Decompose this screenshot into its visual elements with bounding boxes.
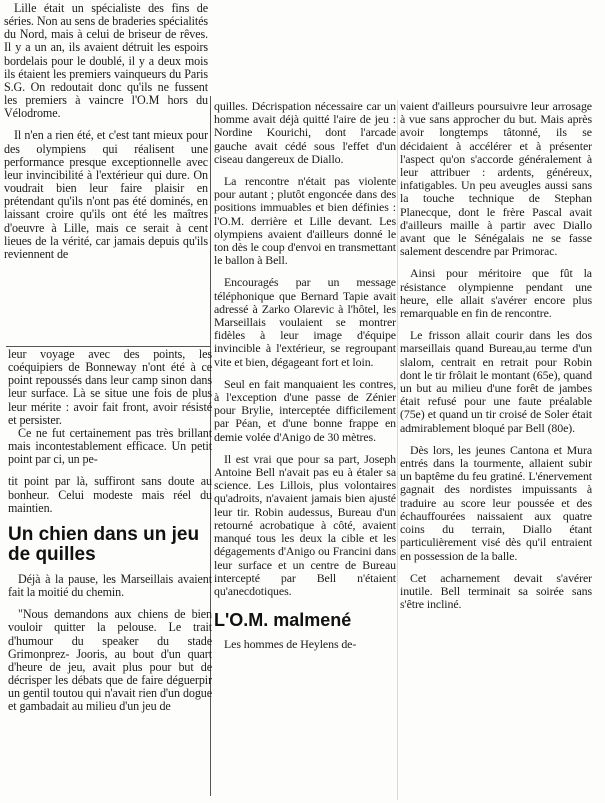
paragraph: tit point par là, suffiront sans doute au bonheur. Celui modeste mais réel du maintien. [8, 474, 212, 515]
column-rule-2 [397, 100, 398, 800]
paragraph: Les hommes de Heylens de- [224, 637, 357, 652]
paragraph: vaient d'ailleurs poursuivre leur arrosage à vue sans approcher du but. Mais après avoir longtemps tâtonné, ils se décidaient à accélérer et à présenter l'aspect qu'on s'accorde généralement à leur attribuer : ardents, généreux, infatigables. Un peu aveugles aussi sans la touche technique de Stephan Planecque, dont le frère Pascal avait d'ailleurs maille à partir avec Diallo avant que le Sénégalais ne se fasse salement descendre par Primorac. [400, 100, 592, 259]
paragraph: Dès lors, les jeunes Cantona et Mura entrés dans la tourmente, allaient subir un baptême du feu gratiné. L'énervement gagnait des nordistes impuissants à traduire au score leur poussée et des échauffourées naissaient aux quatre coins du terrain, Diallo étant particulièrement visé dès qu'il entraient en possession de la balle. [400, 442, 592, 563]
paragraph: La rencontre n'était pas violente pour autant ; plutôt engoncée dans des positions immuables et bien définies : l'O.M. derrière et Lille devant. Les olympiens avaient d'ailleurs donné le ton dès le coup d'envoi en transmettant le ballon à Bell. [214, 174, 396, 268]
paragraph: "Nous demandons aux chiens de bien vouloir quitter la pelouse. Le trait d'humour du speaker du stade Grimonprez- Jooris, au bout d'un quart d'heure de jeu, avait plus pour but de décrisper les débats que de faire déguerpir un gentil toutou qui n'avait rien d'un dogue et gambadait au milieu d'un jeu de [8, 607, 212, 714]
paragraph: Encouragés par un message téléphonique que Bernard Tapie avait adressé à Zarko Olarevic à l'hôtel, les Marseillais voulaient se montrer fidèles à leur image d'équipe invincible à l'extérieur, se regroupant vite et bien, dégageant fort et loin. [214, 275, 396, 369]
paragraph: Il n'en a rien été, et c'est tant mieux pour des olympiens qui réalisent une performance presque exceptionnelle avec leur invincibilité à l'extérieur qui dure. On voudrait bien leur faire plaisir en prétendant qu'ils n'ont pas été dominés, en laissant croire qu'ils ont été les maîtres d'oeuvre à Lille, mais ce serait à cent lieues de la vérité, car jamais depuis qu'ils reviennent de [4, 128, 208, 261]
column-3 [400, 100, 592, 800]
paragraph: Ce ne fut certainement pas très brillant mais incontestablement efficace. Un petit point par ci, un pe- [8, 425, 212, 467]
paragraph: leur voyage avec des points, les coéquipiers de Bonneway n'ont été à ce point repoussés dans leur camp sinon dans leur surface. Là se situe une fois de plus leur mérite : avoir fait front, avoir résisté et persister. [8, 348, 212, 427]
paragraph: quilles. Décrispation nécessaire car un homme avait déjà quitté l'aire de jeu : Nordine Kourichi, dont l'arcade gauche avait cédé sous l'effet d'un ciseau dangereux de Diallo. [214, 100, 396, 166]
paragraph: Le frisson allait courir dans les dos marseillais quand Bureau,au terme d'un slalom, centrait en retrait pour Robin dont le tir frôlait le montant (65e), quand un but au milieu d'une forêt de jambes était refusé pour une faute préalable (75e) et quand un tir croisé de Soler était admirablement bloqué par Bell (80e). [400, 328, 592, 435]
section-heading: Un chien dans un jeu de quilles [8, 523, 200, 565]
paragraph: Cet acharnement devait s'avérer inutile. Bell terminait sa soirée sans s'être incliné. [400, 570, 592, 612]
section-heading: L'O.M. malmené [214, 610, 352, 631]
paragraph: Lille était un spécialiste des fins de séries. Non au sens de braderies spécialités du Nord, mais à celui de briseur de rêves. Il y a un an, ils avaient détruit les espoirs bordelais pour le doublé, il y a deux mois ils étaient les premiers vainqueurs du Paris S.G. On redoutait donc qu'ils ne fussent les premiers à vaincre l'O.M hors du Vélodrome. [4, 2, 208, 121]
paragraph: Déjà à la pause, les Marseillais avaient fait la moitié du chemin. [8, 571, 212, 600]
column-1-bottom [8, 348, 212, 800]
column-2 [214, 100, 396, 800]
paragraph: Il est vrai que pour sa part, Joseph Antoine Bell n'avait pas eu à étaler sa science. Les Lillois, plus volontaires qu'adroits, n'avaient jamais bien ajusté leur tir. Robin audessus, Bureau d'un retourné acrobatique à côté, avaient manqué tous les deux la cible et les dégagements d'Anigo ou Francini dans leur surface et un centre de Bureau intercepté par Bell n'étaient qu'anecdotiques. [214, 451, 396, 598]
paragraph: Seul en fait manquaient les contres, à l'exception d'une passe de Zénier pour Brylie, interceptée difficilement par Péan, et d'une bonne frappe en demie volée d'Anigo de 30 mètres. [214, 376, 396, 444]
column-1-top [4, 2, 208, 358]
paragraph: Ainsi pour méritoire que fût la résistance olympienne pendant une heure, elle allait s'avérer encore plus remarquable en fin de rencontre. [400, 266, 592, 321]
